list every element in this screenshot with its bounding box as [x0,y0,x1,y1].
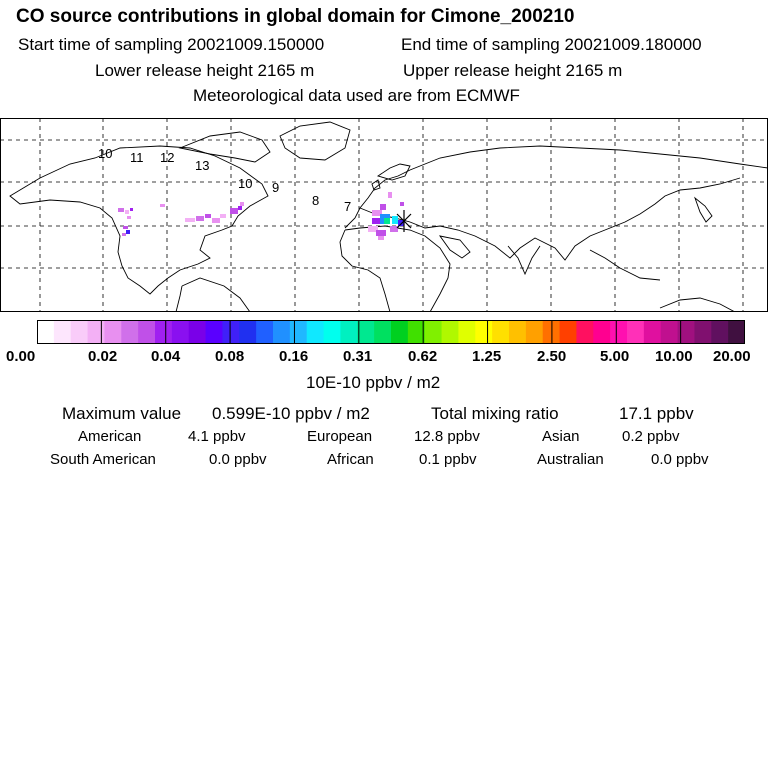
colorbar-tick-label: 0.16 [279,348,309,365]
colorbar-swatch [172,320,189,344]
meteo-source: Meteorological data used are from ECMWF [193,86,520,105]
colorbar-swatch [458,320,475,344]
colorbar [37,320,745,344]
contour-label: 8 [312,193,320,208]
lower-release-height: Lower release height 2165 m [95,61,315,80]
colorbar-swatch [138,320,155,344]
contour-label: 7 [344,199,352,214]
colorbar-swatch [475,320,492,344]
region-value: 0.2 ppbv [622,428,680,445]
colorbar-swatch [104,320,121,344]
region-value: 0.1 ppbv [419,451,477,468]
colorbar-swatch [560,320,577,344]
region-name: Asian [542,428,580,445]
colorbar-tick-label: 5.00 [600,348,630,365]
upper-release-height: Upper release height 2165 m [403,61,623,80]
colorbar-swatch [610,320,627,344]
region-value: 0.0 ppbv [209,451,267,468]
start-time: Start time of sampling 20021009.150000 [18,35,325,54]
colorbar-swatch [728,320,745,344]
colorbar-tick-label: 0.31 [343,348,373,365]
colorbar-swatch [324,320,341,344]
colorbar-swatch [256,320,273,344]
colorbar-swatch [88,320,105,344]
contour-label: 13 [195,158,210,173]
region-name: African [327,451,374,468]
end-time: End time of sampling 20021009.180000 [401,35,702,54]
colorbar-swatch [694,320,711,344]
total-mixing-value: 17.1 ppbv [619,404,694,423]
colorbar-swatch [627,320,644,344]
colorbar-swatch [239,320,256,344]
contour-label: 12 [160,150,175,165]
colorbar-swatch [593,320,610,344]
colorbar-swatch [644,320,661,344]
page-title: CO source contributions in global domain for Cimone_200210 [16,6,575,27]
colorbar-swatch [121,320,138,344]
colorbar-swatch [273,320,290,344]
colorbar-swatch [54,320,71,344]
colorbar-swatch [357,320,374,344]
colorbar-tick-label: 0.04 [151,348,181,365]
max-value: 0.599E-10 ppbv / m2 [212,404,370,423]
colorbar-swatch [543,320,560,344]
colorbar-swatch [340,320,357,344]
colorbar-swatch [290,320,307,344]
region-value: 12.8 ppbv [414,428,480,445]
region-name: American [78,428,142,445]
colorbar-swatch [374,320,391,344]
colorbar-swatch [509,320,526,344]
colorbar-tick-label: 10.00 [655,348,693,365]
colorbar-swatch [425,320,442,344]
colorbar-tick-label: 0.02 [88,348,118,365]
contour-label: 10 [238,176,253,191]
colorbar-tick-label: 1.25 [472,348,502,365]
contour-label: 11 [130,150,144,165]
world-map [0,118,768,312]
contour-label: 9 [272,180,280,195]
colorbar-tick-label: 20.00 [713,348,751,365]
colorbar-swatch [222,320,239,344]
region-value: 0.0 ppbv [651,451,709,468]
region-name: South American [50,451,156,468]
colorbar-swatch [206,320,223,344]
colorbar-swatch [711,320,728,344]
colorbar-tick-label: 2.50 [537,348,567,365]
colorbar-swatch [442,320,459,344]
colorbar-swatch [307,320,324,344]
region-name: Australian [537,451,604,468]
colorbar-swatch [155,320,172,344]
colorbar-swatch [391,320,408,344]
colorbar-swatch [492,320,509,344]
colorbar-swatch [661,320,678,344]
max-value-label: Maximum value [62,404,182,423]
colorbar-tick-label: 0.62 [408,348,438,365]
colorbar-tick-label: 0.00 [6,348,36,365]
colorbar-swatch [576,320,593,344]
contour-label: 10 [98,146,113,161]
colorbar-swatch [189,320,206,344]
colorbar-swatch [37,320,54,344]
colorbar-unit: 10E-10 ppbv / m2 [306,373,441,392]
region-name: European [307,428,373,445]
colorbar-tick-label: 0.08 [215,348,245,365]
colorbar-swatch [408,320,425,344]
colorbar-swatch [71,320,88,344]
region-value: 4.1 ppbv [188,428,246,445]
colorbar-swatch [526,320,543,344]
total-mixing-label: Total mixing ratio [431,404,559,423]
